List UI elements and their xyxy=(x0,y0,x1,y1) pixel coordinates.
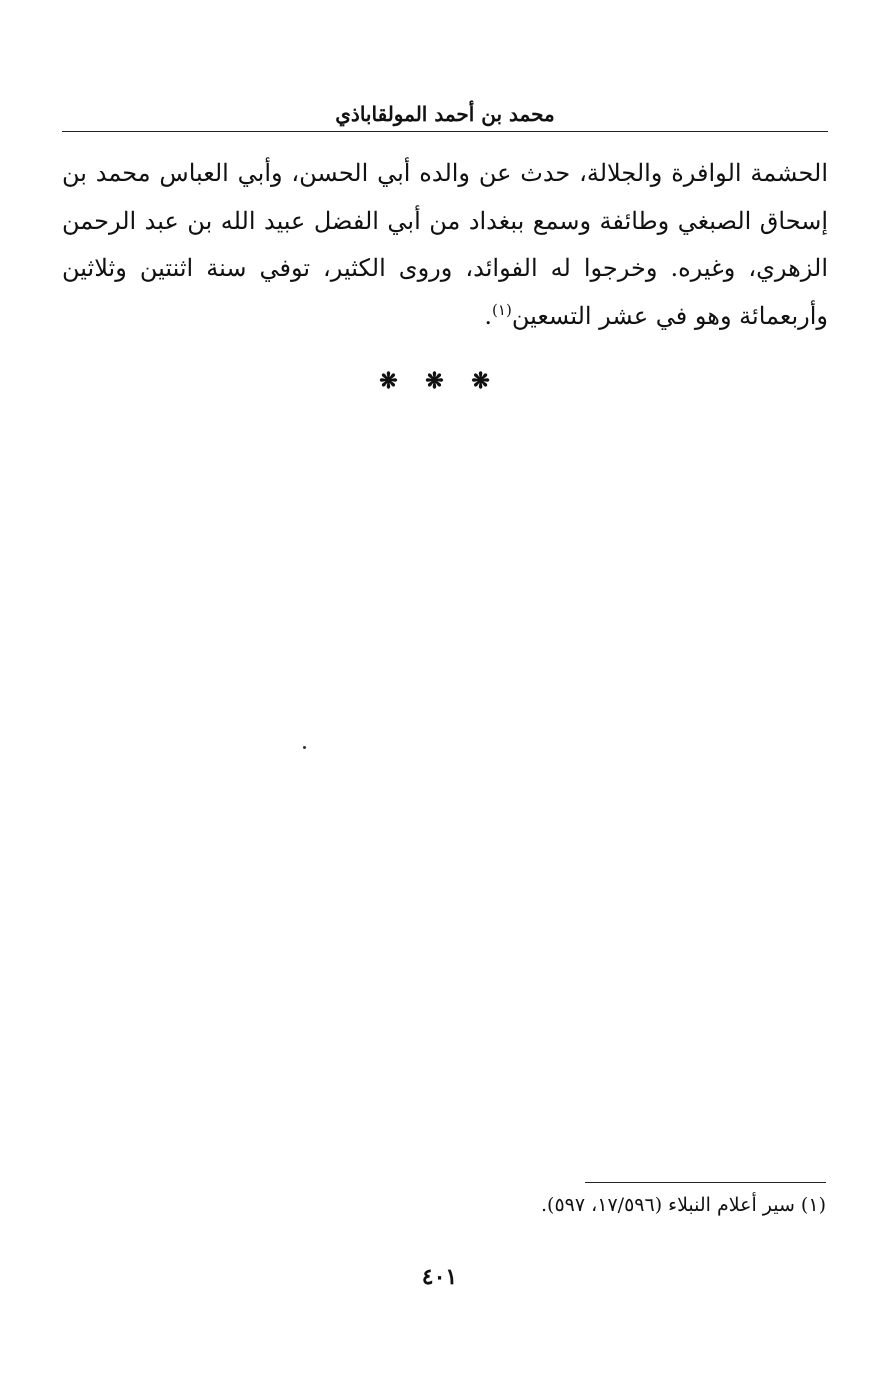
footnote: (١) سير أعلام النبلاء (١٧/٥٩٦، ٥٩٧). xyxy=(541,1194,826,1216)
scan-speck xyxy=(303,746,306,749)
body-paragraph xyxy=(62,150,828,340)
header-rule xyxy=(62,131,828,132)
body-end-punctuation: . xyxy=(484,301,493,330)
footnote-rule xyxy=(585,1182,826,1183)
page-number: ٤٠١ xyxy=(421,1264,458,1290)
section-separator: ❋ ❋ ❋ xyxy=(379,368,500,394)
body-paragraph-text xyxy=(62,150,828,340)
body-text: الحشمة الوافرة والجلالة، حدث عن والده أبي الحسن، وأبي العباس محمد بن إسحاق الصبغي وطائفة وسمع ببغداد من أبي الفضل عبيد الله بن عبد الرحمن الزهري، وغيره. وخرجوا له الفوائد، وروى الكثير، توفي سنة اثنتين وثلاثين وأربعمائة وهو في عشر التسعين xyxy=(62,159,829,330)
running-header: محمد بن أحمد المولقاباذي xyxy=(335,102,555,126)
footnote-reference[interactable]: (١) xyxy=(492,300,512,319)
